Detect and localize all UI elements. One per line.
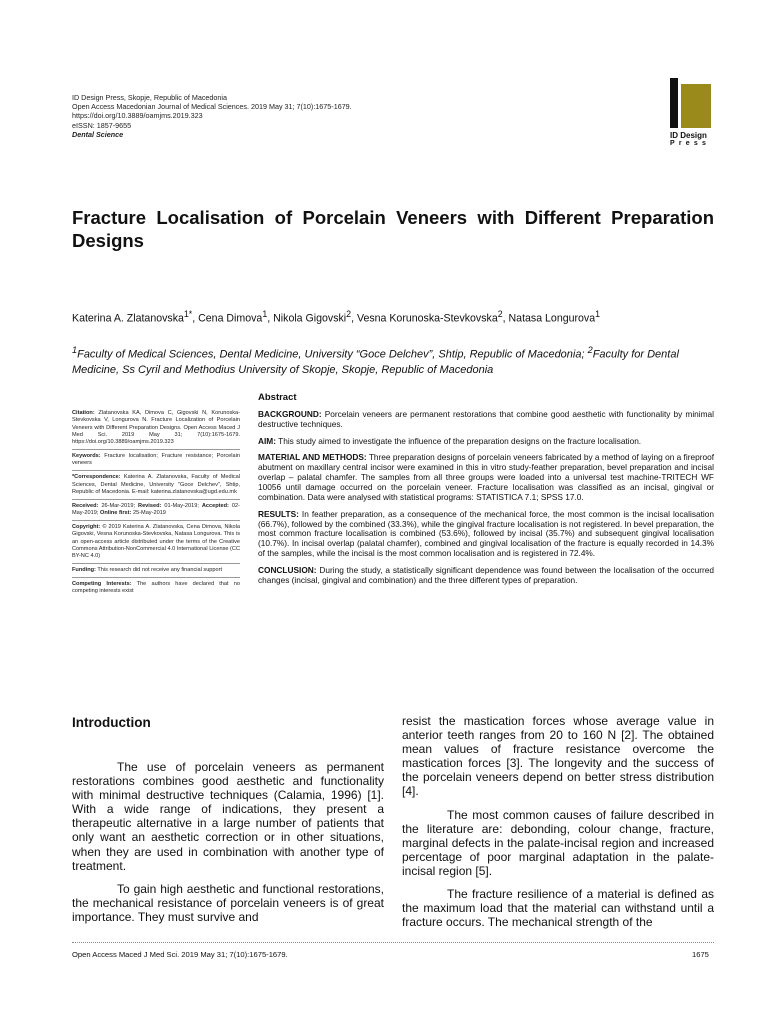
author-sup: 1 [595,309,601,319]
intro-paragraph: The fracture resilience of a material is defined as the maximum load that the material can withstand until a fracture occurs. The mechanical strength of the [402,887,714,930]
journal-line: Open Access Macedonian Journal of Medical Sciences. 2019 May 31; 7(10):1675-1679. [72,102,352,112]
abstract-background: BACKGROUND: Porcelain veneers are permanent restorations that combine good aesthetic with functionality by minimal destructive techniques. [258,409,714,429]
author-sup: 1 [262,309,268,319]
eissn-line: eISSN: 1857-9655 [72,120,132,130]
affil-sup: 1 [72,345,78,355]
affiliation-1: Faculty of Medical Sciences, Dental Medicine, University “Goce Delchev”, Shtip, Republic of Macedonia; [77,348,588,361]
author-name: Cena Dimova [198,312,263,325]
author-name: Katerina A. Zlatanovska [72,312,184,325]
abstract-results: RESULTS: In feather preparation, as a consequence of the mechanical force, the most common is the incisal localisation (66.7%), followed by the combined (33.3%), while the gingival fracture localisation is not registered. In bevel preparation, the most common fracture localisation is combined (53.6%), followed by incisal (35.7%) and subsequent gingival localisation (10.7%). In incisal overlap (palatal chamfer), combined and gingival localisation of the fracture is equally recorded in 14.3% of the samples, while the incisal is the most common localisation and is registered in 72.4%. [258,508,714,559]
article-title: Fracture Localisation of Porcelain Veneers with Different Preparation Designs [72,207,714,251]
author-name: Natasa Longurova [508,312,596,325]
doi-link[interactable]: https://doi.org/10.3889/oamjms.2019.323 [72,111,203,121]
publisher-logo [670,78,716,148]
intro-paragraph: The use of porcelain veneers as permanent restorations combines good aesthetic and functionality with minimal destructive techniques (Calamia, 1996) [1]. With a wide range of indications, they present a therapeutic alternative in a large number of patients that only want an aesthetic correction or in other situations, when they are used in combination with another type of treatment. [72,760,384,873]
logo-mark [670,78,712,128]
funding-block: Funding: This research did not receive any financial support [72,567,223,574]
publisher-line: ID Design Press, Skopje, Republic of Macedonia [72,93,228,102]
correspondence-block: *Correspondence: Katerina A. Zlatanovska, Faculty of Medical Sciences, Dental Medicine, University "Goce Delchev", Shtip, Republic of Macedonia. E-mail: katerina.zlatanovska@ugd.edu.mk [72,474,241,495]
right-column [402,714,714,938]
footer-citation: Open Access Maced J Med Sci. 2019 May 31; 7(10):1675-1679. [72,950,288,959]
author-sup: 1* [183,309,193,319]
intro-paragraph: resist the mastication forces whose average value in anterior teeth ranges from 20 to 160 N [2]. The obtained mean values of fracture resistance overcome the mastication forces [3]. The longevity and the success of the porcelain veneers depend on better stress distribution [4]. [402,714,714,799]
competing-block: Competing Interests: The authors have declared that no competing interests exist [72,580,240,595]
author-name: Vesna Korunoska-Stevkovska [356,312,498,325]
keywords-block: Keywords: Fracture localisation; Fracture resistance; Porcelain veneers [72,453,241,467]
abstract-methods: MATERIAL AND METHODS: Three preparation designs of porcelain veneers fabricated by a method of laying on a fireproof abutment on maxillary central incisor were examined in this in vitro study-feather preparation, bevel preparation and incisal overlap – palatal chamfer. The samples from all three groups were loaded into a universal test machine-TRITECH WF 10056 until damage occurred on the porcelain veneer. Fracture localisation was classified as an incisal, gingival or combination. Data were analysed with statistical programs: STATISTICA 7.1; SPSS 17.0. [258,452,714,502]
citation-block: Citation: Zlatanovska KA, Dimova C, Gigovski N, Korunoska-Stevkovska V, Longurova N. Fracture Localization of Porcelain Veneers with Different Preparation Designs. Open Access Maced J Med Sci. 2019 May 31; 7(10):1675-1679. https://doi.org/10.3889/oamjms.2019.323 [72,410,241,446]
intro-paragraph: The most common causes of failure described in the literature are: debonding, colour change, fracture, marginal defects in the palate-incisal region and increased percentage of poor marginal adaptation in the palate-incisal region [5]. [402,807,714,878]
introduction-heading: Introduction [72,715,151,730]
dates-block: Received: 26-Mar-2019; Revised: 01-May-2019; Accepted: 02-May-2019; Online first: 25-May-2019 [72,502,241,517]
author-name: Nikola Gigovski [273,312,347,325]
logo-press: Press [670,140,711,147]
affiliations [72,343,714,378]
abstract-aim: AIM: This study aimed to investigate the influence of the preparation designs on the fracture localisation. [258,435,642,446]
abstract-conclusion: CONCLUSION: During the study, a statistically significant dependence was found between the localisation of the occurred changes (incisal, gingival and combination) and the three different types of preparation. [258,564,715,585]
journal-header [72,93,352,139]
author-list: Katerina A. Zlatanovska$^{1*}$, Cena Dimova$^1$, Nikola Gigovski$^2$, Vesna Korunoska-Stevkovska$^2$, Natasa Longurova$^1$ [72,309,601,325]
affiliation-2: Faculty for Dental Medicine, Ss Cyril and Methodius University of Skopje, Skopje, Republic of Macedonia [72,348,679,376]
intro-paragraph: To gain high aesthetic and functional restorations, the mechanical resistance of porcelain veneers is of great importance. They must survive and [72,881,384,924]
abstract-heading: Abstract [258,392,297,403]
footer-divider [72,942,714,943]
abstract-body [258,410,714,593]
page-number: 1675 [692,950,709,959]
copyright-block: Copyright: © 2019 Katerina A. Zlatanovska, Cena Dimova, Nikola Gigovski, Vesna Korunoska-Stevkovska, Natasa Longurova. This is an open-access article distributed under the terms of the Creative Commons Attribution-NonCommercial 4.0 International License (CC BY-NC 4.0) [72,523,240,560]
logo-name: ID Design [670,131,707,140]
affil-sup: 2 [587,345,593,355]
author-sup: 2 [497,309,503,319]
article-info-sidebar [72,410,240,598]
section-label: Dental Science [72,129,124,139]
left-column [72,760,384,933]
author-sup: 2 [346,309,352,319]
